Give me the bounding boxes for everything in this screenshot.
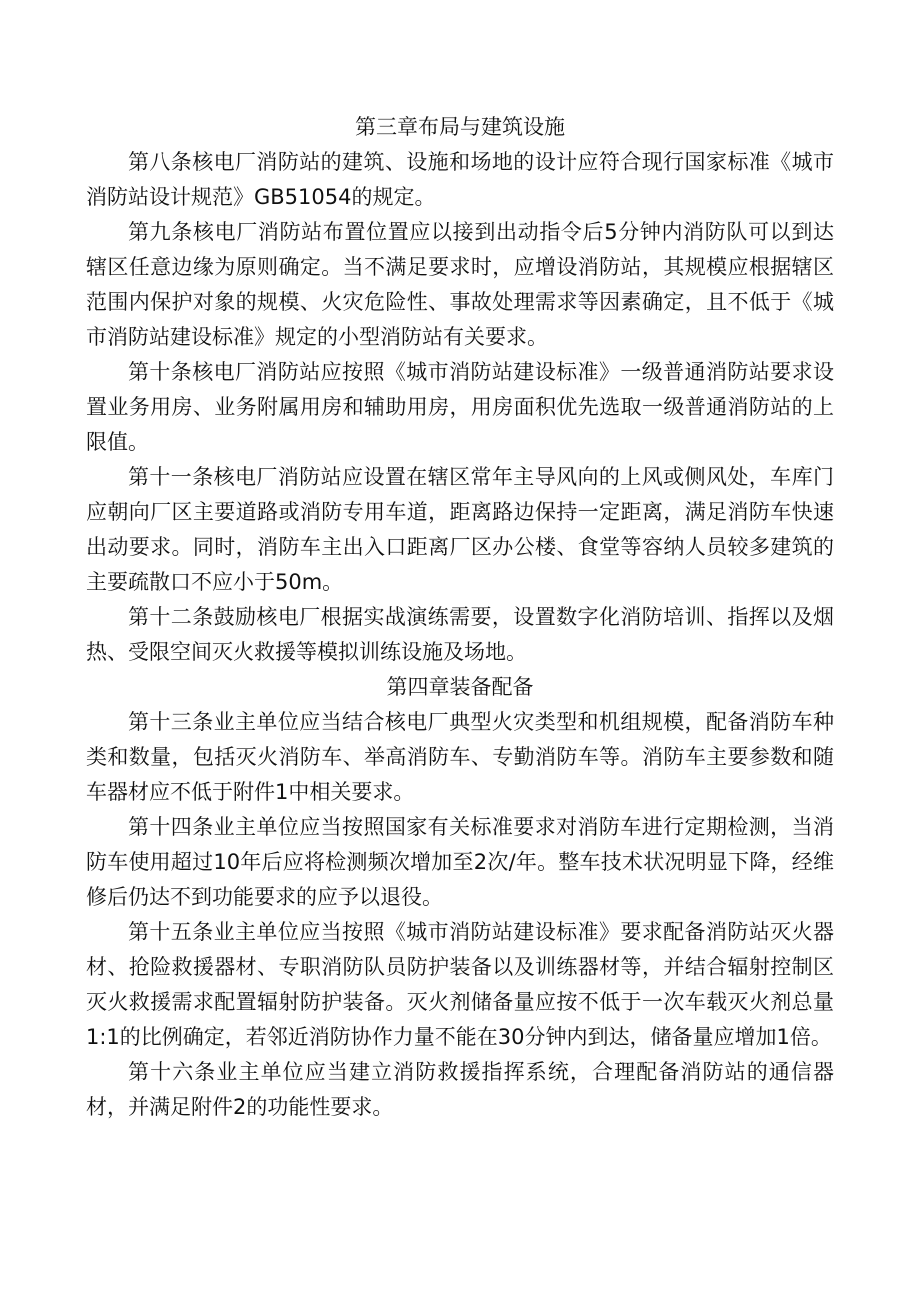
chapter-3-title: 第三章布局与建筑设施 [355,115,565,139]
document-page [86,110,834,1125]
article-12: 第十二条鼓励核电厂根据实战演练需要，设置数字化消防培训、指挥以及烟热、受限空间灭火救援等模拟训练设施及场地。 [86,605,834,664]
article-15: 第十五条业主单位应当按照《城市消防站建设标准》要求配备消防站灭火器材、抢险救援器材、专职消防队员防护装备以及训练器材等，并结合辐射控制区灭火救援需求配置辐射防护装备。灭火剂储备量应按不低于一次车载灭火剂总量1:1的比例确定，若邻近消防协作力量不能在30分钟内到达，储备量应增加1倍。 [86,920,834,1049]
chapter-4-title: 第四章装备配备 [386,675,534,699]
article-9: 第九条核电厂消防站布置位置应以接到出动指令后5分钟内消防队可以到达辖区任意边缘为原则确定。当不满足要求时，应增设消防站，其规模应根据辖区范围内保护对象的规模、火灾危险性、事故处理需求等因素确定，且不低于《城市消防站建设标准》规定的小型消防站有关要求。 [86,220,834,349]
article-14: 第十四条业主单位应当按照国家有关标准要求对消防车进行定期检测，当消防车使用超过10年后应将检测频次增加至2次/年。整车技术状况明显下降，经维修后仍达不到功能要求的应予以退役。 [86,815,834,909]
article-16: 第十六条业主单位应当建立消防救援指挥系统，合理配备消防站的通信器材，并满足附件2的功能性要求。 [86,1060,834,1119]
article-10: 第十条核电厂消防站应按照《城市消防站建设标准》一级普通消防站要求设置业务用房、业务附属用房和辅助用房，用房面积优先选取一级普通消防站的上限值。 [86,360,834,454]
article-13: 第十三条业主单位应当结合核电厂典型火灾类型和机组规模，配备消防车种类和数量，包括灭火消防车、举高消防车、专勤消防车等。消防车主要参数和随车器材应不低于附件1中相关要求。 [86,710,834,804]
article-8: 第八条核电厂消防站的建筑、设施和场地的设计应符合现行国家标准《城市消防站设计规范》GB51054的规定。 [86,150,834,209]
article-11: 第十一条核电厂消防站应设置在辖区常年主导风向的上风或侧风处，车库门应朝向厂区主要道路或消防专用车道，距离路边保持一定距离，满足消防车快速出动要求。同时，消防车主出入口距离厂区办公楼、食堂等容纳人员较多建筑的主要疏散口不应小于50m。 [86,465,834,594]
